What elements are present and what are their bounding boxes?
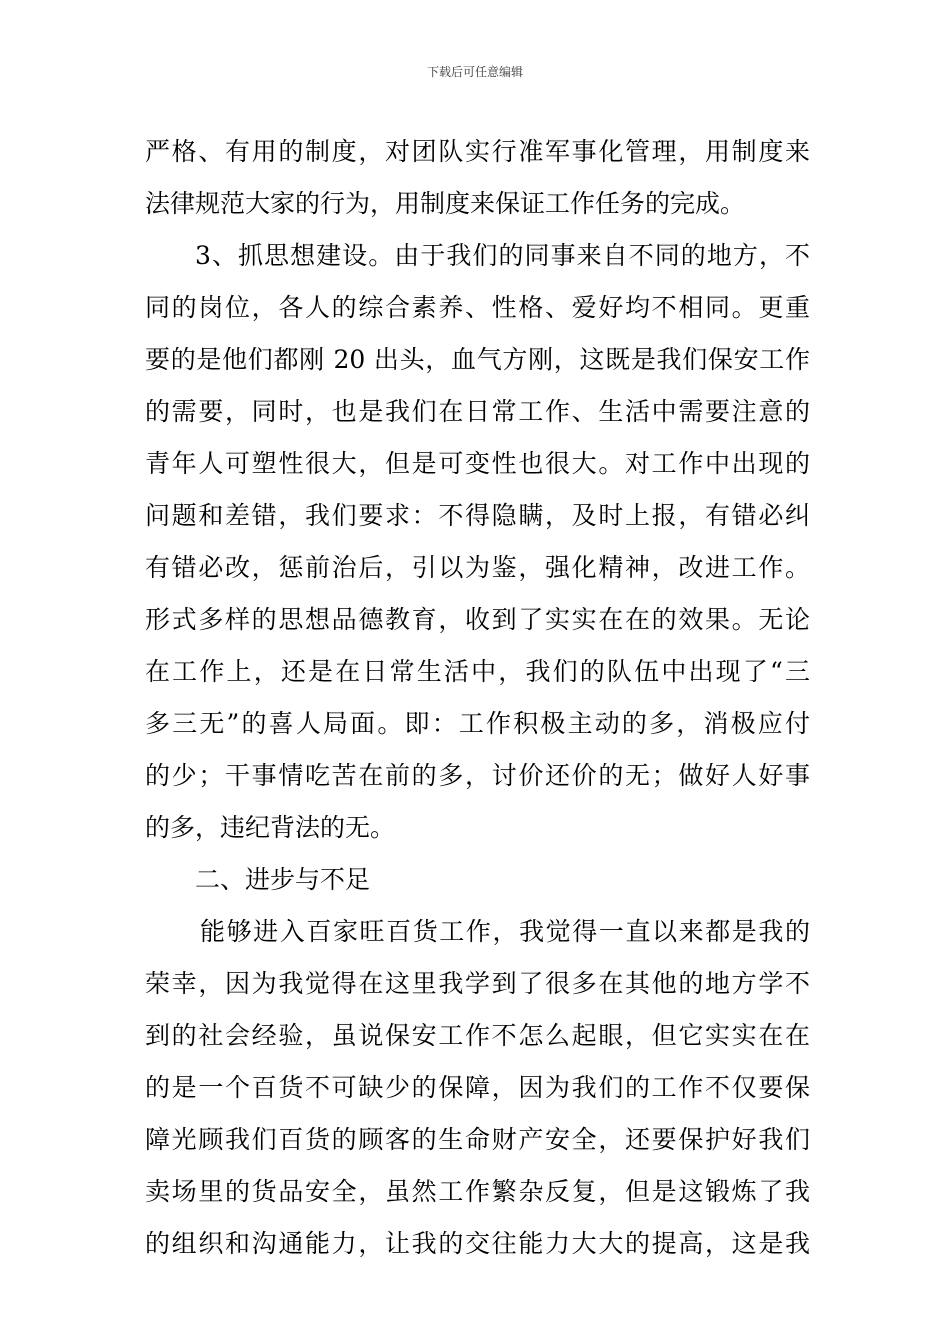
text-line: 的是一个百货不可缺少的保障，因为我们的工作不仅要保 bbox=[145, 1073, 810, 1102]
text-line: 有错必改，惩前治后，引以为鉴，强化精神，改进工作。 bbox=[145, 553, 810, 582]
text-line: 同的岗位，各人的综合素养、性格、爱好均不相同。更重 bbox=[145, 293, 810, 322]
text-line: 3、抓思想建设。由于我们的同事来自不同的地方，不 bbox=[195, 241, 810, 270]
text-line: 的组织和沟通能力，让我的交往能力大大的提高，这是我 bbox=[145, 1229, 810, 1258]
text-line: 的需要，同时，也是我们在日常工作、生活中需要注意的 bbox=[145, 397, 810, 426]
text-line: 形式多样的思想品德教育，收到了实实在在的效果。无论 bbox=[145, 605, 810, 634]
text-line: 多三无”的喜人局面。即：工作积极主动的多，消极应付 bbox=[145, 709, 810, 738]
text-line: 的少；干事情吃苦在前的多，讨价还价的无；做好人好事 bbox=[145, 761, 810, 790]
text-line: 在工作上，还是在日常生活中，我们的队伍中出现了“三 bbox=[145, 657, 810, 686]
text-line: 荣幸，因为我觉得在这里我学到了很多在其他的地方学不 bbox=[145, 969, 810, 998]
text-line: 法律规范大家的行为，用制度来保证工作任务的完成。 bbox=[145, 189, 746, 218]
text-line: 问题和差错，我们要求：不得隐瞒，及时上报，有错必纠 bbox=[145, 501, 810, 530]
text-line: 到的社会经验，虽说保安工作不怎么起眼，但它实实在在 bbox=[145, 1021, 810, 1050]
text-line: 的多，违纪背法的无。 bbox=[145, 813, 396, 842]
document-body bbox=[145, 126, 810, 1270]
text-line: 卖场里的货品安全，虽然工作繁杂反复，但是这锻炼了我 bbox=[145, 1177, 810, 1206]
text-line: 要的是他们都刚 20 出头，血气方刚，这既是我们保安工作 bbox=[145, 345, 810, 374]
section-heading: 二、进步与不足 bbox=[195, 865, 371, 894]
page-header: 下载后可任意编辑 bbox=[426, 65, 523, 79]
text-line: 青年人可塑性很大，但是可变性也很大。对工作中出现的 bbox=[145, 449, 810, 478]
text-line: 严格、有用的制度，对团队实行准军事化管理，用制度来 bbox=[145, 137, 810, 166]
text-line: 能够进入百家旺百货工作，我觉得一直以来都是我的 bbox=[200, 917, 810, 946]
text-line: 障光顾我们百货的顾客的生命财产安全，还要保护好我们 bbox=[145, 1125, 810, 1154]
